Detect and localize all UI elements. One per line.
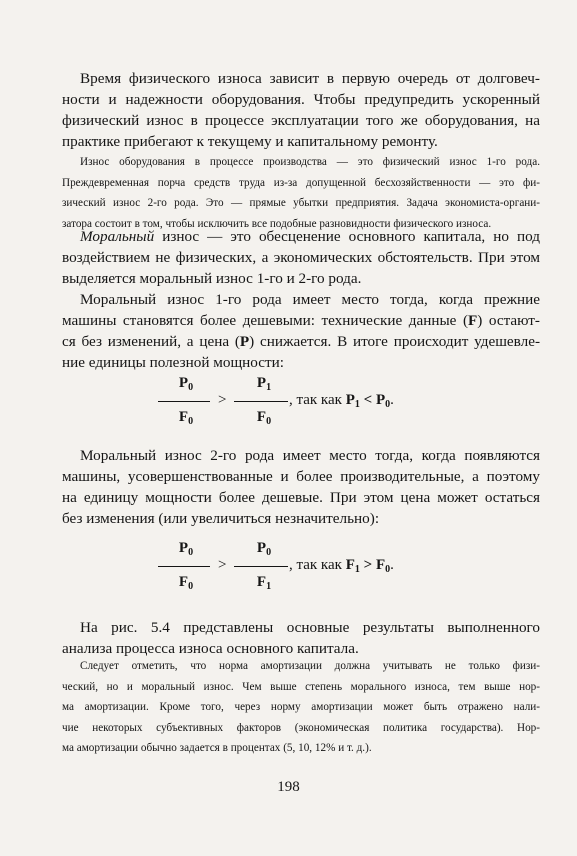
formula-operator: > — [218, 557, 227, 573]
formula-condition: , так как $F_1 > F_0$. — [289, 557, 394, 575]
paragraph-moral-wear-definition — [62, 226, 540, 289]
paragraph-physical-wear-time — [62, 68, 540, 152]
formula-numerator: $P_0$ — [178, 375, 194, 393]
formula-type2 — [0, 530, 577, 610]
term-moral: Моральный — [80, 228, 155, 245]
note-depreciation-rate — [62, 656, 540, 759]
text-line: на единицу мощности более дешевые. При этом цена может остаться — [62, 489, 540, 506]
formula-operator: > — [218, 392, 227, 408]
formula-numerator: $P_0$ — [256, 540, 272, 558]
fraction-bar — [234, 401, 288, 402]
text-line: выделяется моральный износ 1-го и 2-го рода. — [62, 270, 362, 287]
paragraph-moral-wear-type1 — [62, 289, 540, 373]
text-line: машины, усовершенствованные и более производительные, а поэтому — [62, 468, 540, 485]
formula-denominator: $F_0$ — [256, 409, 272, 427]
text-line: физический износ в процессе эксплуатации того же оборудования, на — [62, 112, 540, 129]
formula-type1 — [0, 365, 577, 445]
text-line: Моральный износ — это обесценение основного капитала, но под — [80, 228, 540, 245]
text-line: ма амортизации обычно задается в процентах (5, 10, 12% и т. д.). — [62, 742, 372, 755]
text-line: без изменения (или увеличиться незначительно): — [62, 510, 380, 527]
text-line: Моральный износ 2-го рода имеет место тогда, когда появляются — [80, 447, 540, 464]
text-line: воздействием не физических, а экономических обстоятельств. При этом — [62, 249, 540, 266]
text-line: зический износ 2-го рода. Это — прямые убытки предприятия. Задача экономиста-органи- — [62, 197, 540, 210]
paragraph-figure-reference — [62, 617, 540, 659]
paragraph-moral-wear-type2 — [62, 445, 540, 529]
text-line: затора состоит в том, чтобы исключить все подобные разновидности физического износа. — [62, 217, 492, 230]
formula-denominator: $F_0$ — [178, 409, 194, 427]
formula-numerator: $P_1$ — [256, 375, 272, 393]
text-line: практике прибегают к текущему и капитальному ремонту. — [62, 133, 438, 150]
text-line: ма амортизации. Кроме того, через норму амортизации может быть отражено нали- — [62, 701, 540, 714]
text-line: ности и надежности оборудования. Чтобы предупредить ускоренный — [62, 91, 540, 108]
text-line: Износ оборудования в процессе производства — это физический износ 1-го рода. — [80, 156, 540, 168]
text-line: анализа процесса износа основного капитала. — [62, 640, 359, 657]
note-physical-wear-types — [62, 152, 540, 234]
text-line: Следует отметить, что норма амортизации должна учитывать не только физи- — [80, 660, 540, 672]
formula-denominator: $F_1$ — [256, 574, 272, 592]
text-line: ся без изменений, а цена (P) снижается. В итоге происходит удешевле- — [62, 333, 540, 350]
text-line: ческий, но и моральный износ. Чем выше степень морального износа, тем выше нор- — [62, 680, 540, 693]
fraction-bar — [158, 566, 210, 567]
text-line: чие некоторых субъективных факторов (экономическая политика государства). Нор- — [62, 721, 540, 734]
text-line: Время физического износа зависит в первую очередь от долговеч- — [80, 70, 540, 87]
fraction-bar — [234, 566, 288, 567]
page-number: 198 — [277, 779, 300, 795]
text-line: Преждевременная порча средств труда из-за допущенной бесхозяйственности — это фи- — [62, 176, 540, 189]
formula-numerator: $P_0$ — [178, 540, 194, 558]
text-line: На рис. 5.4 представлены основные результаты выполненного — [80, 619, 540, 636]
text-line: ние единицы полезной мощности: — [62, 354, 284, 371]
fraction-bar — [158, 401, 210, 402]
text-line: машины становятся более дешевыми: технические данные (F) остают- — [62, 312, 540, 329]
formula-denominator: $F_0$ — [178, 574, 194, 592]
text-line: Моральный износ 1-го рода имеет место тогда, когда прежние — [80, 291, 540, 308]
formula-condition: , так как $P_1 < P_0$. — [289, 392, 394, 410]
